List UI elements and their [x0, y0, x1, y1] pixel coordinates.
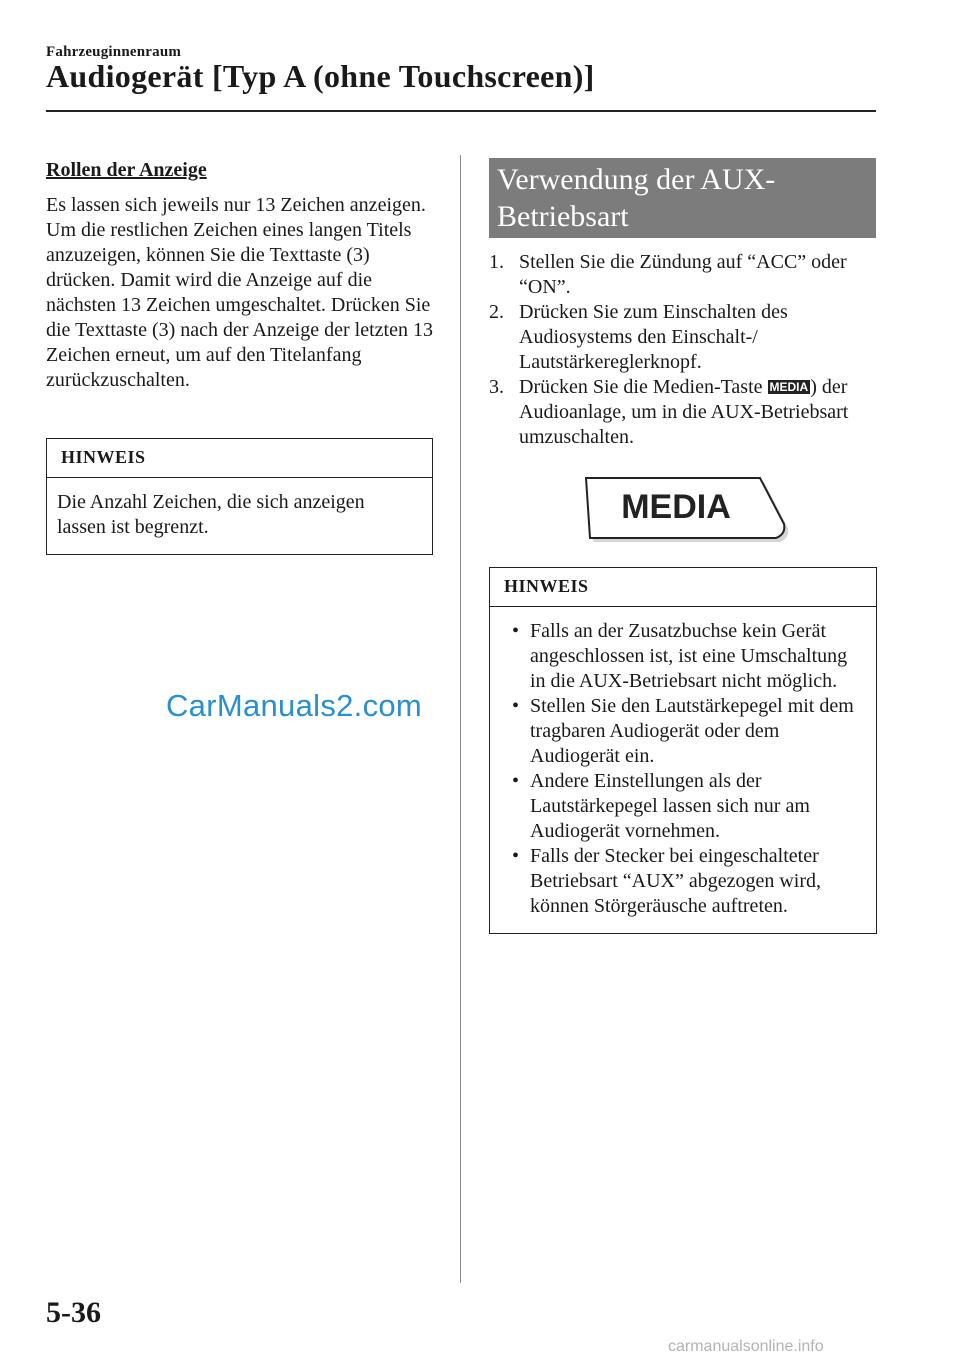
step-item — [489, 375, 879, 450]
step-text: Drücken Sie zum Einschalten des Audiosystems den Einschalt-/ Lautstärkereglerknopf. — [519, 301, 788, 373]
note-label: HINWEIS — [490, 568, 876, 607]
body-paragraph: Es lassen sich jeweils nur 13 Zeichen anzeigen. Um die restlichen Zeichen eines langen Titels anzuzeigen, können Sie die Texttaste (3) drücken. Damit wird die Anzeige auf die nächsten 13 Zeichen umgeschaltet. Drücken Sie die Texttaste (3) nach der Anzeige der letzten 13 Zeichen erneut, um auf den Titelanfang zurückzuschalten. — [46, 194, 433, 391]
bullet-marker: • — [512, 695, 520, 717]
page-number: 5-36 — [46, 1296, 101, 1329]
list-item-text: Andere Einstellungen als der Lautstärkepegel lassen sich nur am Audiogerät vornehmen. — [530, 770, 810, 842]
list-item-text: Falls der Stecker bei eingeschalteter Betriebsart “AUX” abgezogen wird, können Störgeräusche auftreten. — [530, 845, 821, 917]
bullet-marker: • — [512, 620, 520, 642]
step-number: 2. — [489, 301, 504, 323]
list-item — [500, 844, 862, 919]
steps-list — [489, 250, 879, 450]
media-button-label: MEDIA — [621, 488, 731, 526]
note-body — [490, 607, 876, 933]
note-label: HINWEIS — [47, 439, 432, 478]
list-item — [500, 769, 862, 844]
banner-line-1: Verwendung der AUX- — [497, 163, 776, 196]
subsection-heading: Rollen der Anzeige — [46, 159, 207, 181]
watermark-logo: CarManuals2.com — [166, 688, 423, 723]
bullet-marker: • — [512, 845, 520, 867]
banner-line-2: Betriebsart — [497, 200, 629, 233]
step-text-before: Drücken Sie die Medien-Taste — [519, 376, 768, 398]
list-item-text: Falls an der Zusatzbuchse kein Gerät angeschlossen ist, ist eine Umschaltung in die AUX-Betriebsart nicht möglich. — [530, 620, 848, 692]
media-key-icon: MEDIA — [769, 380, 809, 394]
column-divider — [460, 155, 461, 1283]
step-number: 1. — [489, 251, 504, 273]
step-item — [489, 250, 879, 300]
step-text: Stellen Sie die Zündung auf “ACC” oder “ON”. — [519, 251, 847, 298]
media-button-illustration — [576, 476, 792, 550]
note-box-right — [489, 567, 877, 934]
step-number: 3. — [489, 376, 504, 398]
section-banner — [489, 158, 876, 238]
note-box-left — [46, 438, 433, 555]
step-item — [489, 300, 879, 375]
left-column — [46, 158, 434, 393]
note-bullet-list — [500, 619, 862, 919]
section-label: Fahrzeuginnenraum — [46, 44, 182, 60]
title-rule — [46, 110, 876, 112]
list-item — [500, 619, 862, 694]
note-text: Die Anzahl Zeichen, die sich anzeigen lassen ist begrenzt. — [57, 491, 365, 538]
site-watermark: carmanualsonline.info — [668, 1338, 824, 1355]
step-text-after: ) der Audioanlage, um in die AUX-Betriebsart umzuschalten. — [519, 376, 849, 448]
bullet-marker: • — [512, 770, 520, 792]
list-item — [500, 694, 862, 769]
list-item-text: Stellen Sie den Lautstärkepegel mit dem tragbaren Audiogerät oder dem Audiogerät ein. — [530, 695, 854, 767]
page-title: Audiogerät [Typ A (ohne Touchscreen)] — [46, 58, 595, 94]
